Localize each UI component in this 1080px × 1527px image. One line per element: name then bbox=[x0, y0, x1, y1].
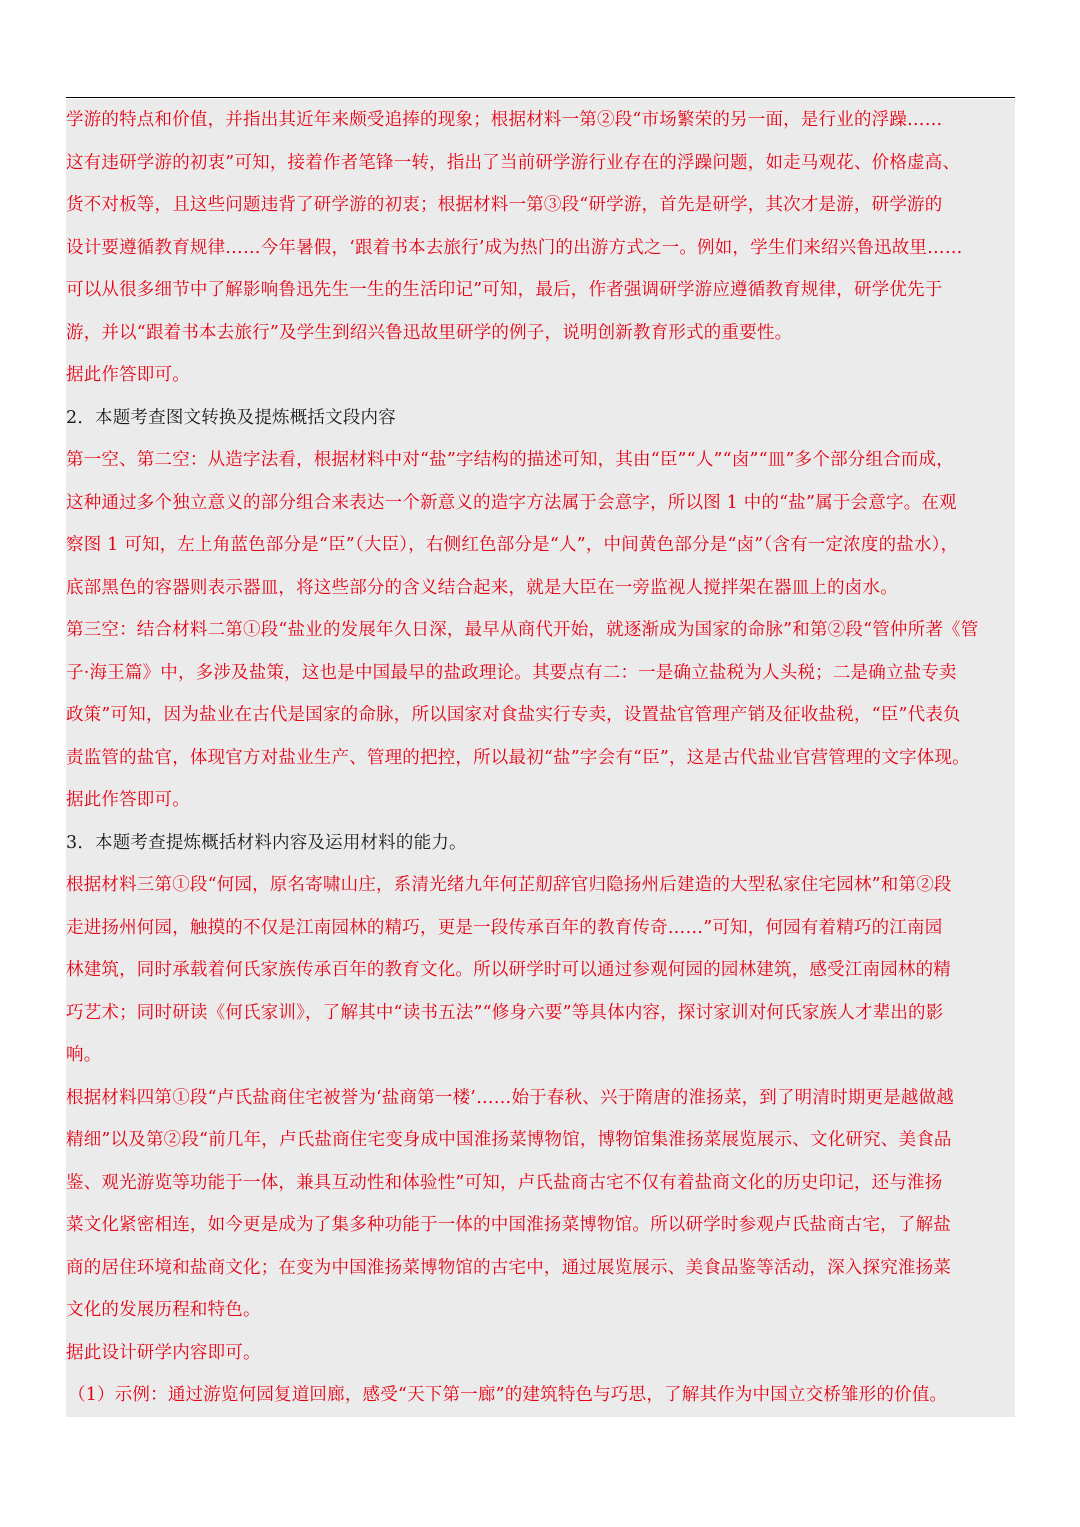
answer-text-line: 据此作答即可。 bbox=[66, 790, 190, 810]
question-heading-line: 2．本题考查图文转换及提炼概括文段内容 bbox=[66, 407, 396, 428]
answer-text-line: 这种通过多个独立意义的部分组合来表达一个新意义的造字方法属于会意字，所以图 1 中的“盐”属于会意字。在观 bbox=[66, 492, 957, 513]
answer-text-line: 这有违研学游的初衷”可知，接着作者笔锋一转，指出了当前研学游行业存在的浮躁问题，如走马观花、价格虚高、 bbox=[66, 152, 961, 173]
answer-text-line: 游，并以“跟着书本去旅行”及学生到绍兴鲁迅故里研学的例子，说明创新教育形式的重要性。 bbox=[66, 322, 793, 343]
answer-text-line: 据此设计研学内容即可。 bbox=[66, 1342, 261, 1363]
answer-text-line: 设计要遵循教育规律……今年暑假，‘跟着书本去旅行’成为热门的出游方式之一。例如，学生们来绍兴鲁迅故里…… bbox=[66, 237, 963, 258]
answer-text-line: 巧艺术；同时研读《何氏家训》，了解其中“读书五法”“修身六要”等具体内容，探讨家训对何氏家族人才辈出的影 bbox=[66, 1002, 944, 1023]
header-rule bbox=[66, 97, 1015, 98]
answer-text-line: （1）示例：通过游览何园复道回廊，感受“天下第一廊”的建筑特色与巧思，了解其作为中国立交桥雏形的价值。 bbox=[68, 1385, 948, 1405]
answer-text-line: 响。 bbox=[66, 1045, 102, 1065]
answer-text-line: 林建筑，同时承载着何氏家族传承百年的教育文化。所以研学时可以通过参观何园的园林建筑，感受江南园林的精 bbox=[66, 960, 951, 980]
answer-text-line: 察图 1 可知，左上角蓝色部分是“臣”（大臣），右侧红色部分是“人”，中间黄色部分是“卤”（含有一定浓度的盐水）， bbox=[66, 535, 959, 555]
answer-text-line: 走进扬州何园，触摸的不仅是江南园林的精巧，更是一段传承百年的教育传奇……”可知，何园有着精巧的江南园 bbox=[66, 917, 943, 938]
answer-text-line: 第三空：结合材料二第①段“盐业的发展年久日深，最早从商代开始，就逐渐成为国家的命脉”和第②段“管仲所著《管 bbox=[66, 620, 979, 640]
answer-text-line: 文化的发展历程和特色。 bbox=[66, 1300, 261, 1320]
answer-text-line: 政策”可知，因为盐业在古代是国家的命脉，所以国家对食盐实行专卖，设置盐官管理产销及征收盐税，“臣”代表负 bbox=[66, 705, 961, 725]
answer-text-line: 商的居住环境和盐商文化；在变为中国淮扬菜博物馆的古宅中，通过展览展示、美食品鉴等活动，深入探究淮扬菜 bbox=[66, 1257, 951, 1278]
answer-body bbox=[66, 99, 1015, 1417]
answer-text-line: 底部黑色的容器则表示器皿，将这些部分的含义结合起来，就是大臣在一旁监视人搅拌架在器皿上的卤水。 bbox=[66, 577, 898, 598]
answer-text-line: 据此作答即可。 bbox=[66, 365, 190, 385]
answer-text-line: 根据材料三第①段“何园，原名寄啸山庄，系清光绪九年何芷舠辞官归隐扬州后建造的大型私家住宅园林”和第②段 bbox=[66, 875, 952, 895]
answer-text-line: 菜文化紧密相连，如今更是成为了集多种功能于一体的中国淮扬菜博物馆。所以研学时参观卢氏盐商古宅，了解盐 bbox=[66, 1215, 951, 1235]
answer-text-line: 子·海王篇》中，多涉及盐策，这也是中国最早的盐政理论。其要点有二：一是确立盐税为人头税；二是确立盐专卖 bbox=[66, 662, 957, 683]
answer-text-line: 鉴、观光游览等功能于一体，兼具互动性和体验性”可知，卢氏盐商古宅不仅有着盐商文化的历史印记，还与淮扬 bbox=[66, 1172, 943, 1193]
answer-text-line: 责监管的盐官，体现官方对盐业生产、管理的把控，所以最初“盐”字会有“臣”，这是古代盐业官营管理的文字体现。 bbox=[66, 747, 970, 768]
answer-text-line: 可以从很多细节中了解影响鲁迅先生一生的生活印记”可知，最后，作者强调研学游应遵循教育规律，研学优先于 bbox=[66, 280, 943, 300]
answer-text-line: 学游的特点和价值，并指出其近年来颇受追捧的现象；根据材料一第②段“市场繁荣的另一面，是行业的浮躁…… bbox=[66, 110, 943, 130]
answer-text-line: 第一空、第二空：从造字法看，根据材料中对“盐”字结构的描述可知，其由“臣”“人”“卤”“皿”多个部分组合而成， bbox=[66, 450, 954, 470]
answer-text-line: 根据材料四第①段“卢氏盐商住宅被誉为‘盐商第一楼’……始于春秋、兴于隋唐的淮扬菜，到了明清时期更是越做越 bbox=[66, 1087, 954, 1108]
question-heading-line: 3．本题考查提炼概括材料内容及运用材料的能力。 bbox=[66, 832, 467, 853]
answer-text-line: 精细”以及第②段“前几年，卢氏盐商住宅变身成中国淮扬菜博物馆，博物馆集淮扬菜展览展示、文化研究、美食品 bbox=[66, 1130, 952, 1150]
answer-text-line: 货不对板等，且这些问题违背了研学游的初衷；根据材料一第③段“研学游，首先是研学，其次才是游，研学游的 bbox=[66, 195, 943, 215]
